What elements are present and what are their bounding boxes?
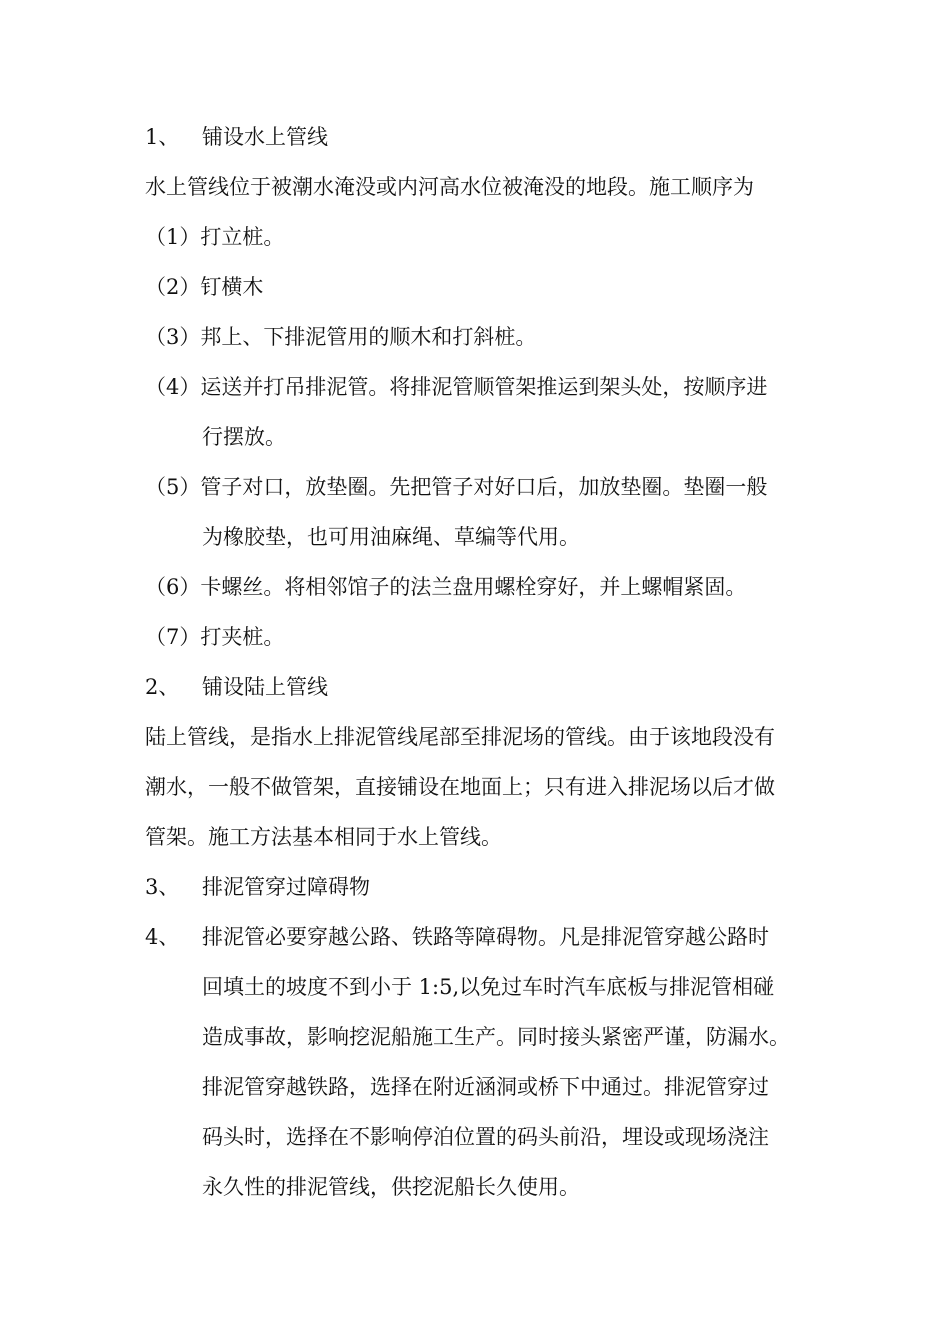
- step-5-line-2: 为橡胶垫，也可用油麻绳、草编等代用。: [202, 525, 580, 549]
- obstacle-text-line-1: 排泥管必要穿越公路、铁路等障碍物。凡是排泥管穿越公路时: [202, 925, 769, 949]
- obstacle-text-line-6: 永久性的排泥管线，供挖泥船长久使用。: [202, 1175, 580, 1199]
- section-3-title: 排泥管穿过障碍物: [202, 875, 370, 899]
- obstacle-text-line-5: 码头时，选择在不影响停泊位置的码头前沿，埋设或现场浇注: [202, 1125, 769, 1149]
- section-2-title: 铺设陆上管线: [202, 675, 328, 699]
- water-intro-text: 水上管线位于被潮水淹没或内河高水位被淹没的地段。施工顺序为: [145, 175, 754, 199]
- step-1: （1）打立桩。: [145, 225, 285, 249]
- obstacle-text-line-4: 排泥管穿越铁路，选择在附近涵洞或桥下中通过。排泥管穿过: [202, 1075, 769, 1099]
- section-2-number: 2、: [145, 675, 180, 699]
- step-2: （2）钉横木: [145, 275, 264, 299]
- section-3-number: 3、: [145, 875, 180, 899]
- section-4-number: 4、: [145, 925, 180, 949]
- step-4-line-1: （4）运送并打吊排泥管。将排泥管顺管架推运到架头处，按顺序进: [145, 375, 768, 399]
- step-4-line-2: 行摆放。: [202, 425, 286, 449]
- land-text-line-3: 管架。施工方法基本相同于水上管线。: [145, 825, 502, 849]
- section-1-number: 1、: [145, 125, 180, 149]
- section-1-title: 铺设水上管线: [202, 125, 328, 149]
- step-5-line-1: （5）管子对口，放垫圈。先把管子对好口后，加放垫圈。垫圈一般: [145, 475, 768, 499]
- step-6: （6）卡螺丝。将相邻馆子的法兰盘用螺栓穿好，并上螺帽紧固。: [145, 575, 747, 599]
- obstacle-text-line-2: 回填土的坡度不到小于 1:5,以免过车时汽车底板与排泥管相碰: [202, 975, 775, 999]
- obstacle-text-line-3: 造成事故，影响挖泥船施工生产。同时接头紧密严谨，防漏水。: [202, 1025, 790, 1049]
- step-3: （3）邦上、下排泥管用的顺木和打斜桩。: [145, 325, 537, 349]
- land-text-line-2: 潮水，一般不做管架，直接铺设在地面上；只有进入排泥场以后才做: [145, 775, 775, 799]
- land-text-line-1: 陆上管线，是指水上排泥管线尾部至排泥场的管线。由于该地段没有: [145, 725, 775, 749]
- step-7: （7）打夹桩。: [145, 625, 285, 649]
